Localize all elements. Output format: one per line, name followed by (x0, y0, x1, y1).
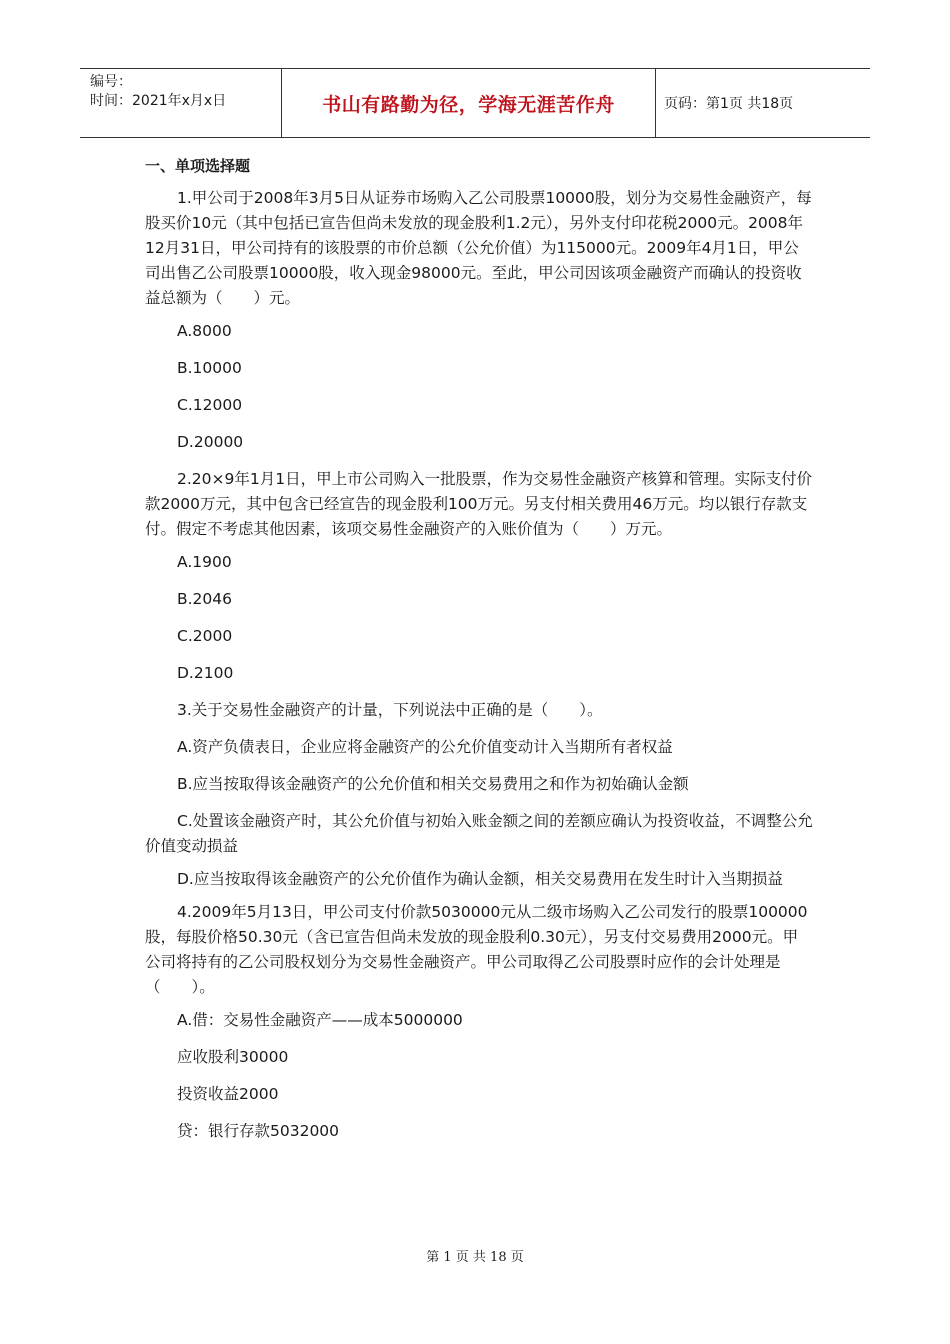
question-stem: 4.2009年5月13日，甲公司支付价款5030000元从二级市场购入乙公司发行的股票100000股，每股价格50.30元（含已宣告但尚未发放的现金股利0.30元），另支付交易费用2000元。甲公司将持有的乙公司股权划分为交易性金融资产。甲公司取得乙公司股票时应作的会计处理是（ ）。 (145, 903, 808, 996)
number-label: 编号： (90, 74, 132, 90)
answer-option: D.应当按取得该金融资产的公允价值作为确认金额，相关交易费用在发生时计入当期损益 (177, 870, 783, 888)
time-label: 时间：2021年x月x日 (90, 93, 227, 109)
journal-line: 投资收益2000 (177, 1085, 279, 1103)
answer-option: D.20000 (177, 433, 244, 451)
answer-option: B.10000 (177, 359, 242, 377)
header-page-cell (656, 69, 870, 137)
answer-option: B.2046 (177, 590, 233, 608)
page-footer: 第 1 页 共 18 页 (426, 1250, 524, 1265)
header-motto-cell (282, 69, 656, 137)
page-info: 页码：第1页 共18页 (664, 96, 794, 112)
answer-option: A.1900 (177, 553, 232, 571)
section-title: 一、单项选择题 (145, 157, 251, 175)
answer-option: C.2000 (177, 627, 233, 645)
answer-option: C.处置该金融资产时，其公允价值与初始入账金额之间的差额应确认为投资收益，不调整公允价值变动损益 (145, 812, 813, 855)
journal-line: 应收股利30000 (177, 1048, 289, 1066)
page-header (80, 68, 870, 138)
answer-option: B.应当按取得该金融资产的公允价值和相关交易费用之和作为初始确认金额 (177, 775, 689, 793)
header-meta (80, 69, 282, 137)
question-stem: 2.20×9年1月1日，甲上市公司购入一批股票，作为交易性金融资产核算和管理。实际支付价款2000万元，其中包含已经宣告的现金股利100万元。另支付相关费用46万元。均以银行存款支付。假定不考虑其他因素，该项交易性金融资产的入账价值为（ ）万元。 (145, 470, 813, 538)
answer-option: A.8000 (177, 322, 232, 340)
answer-option: C.12000 (177, 396, 243, 414)
document-body (145, 154, 813, 1156)
journal-line: 贷：银行存款5032000 (177, 1122, 340, 1140)
motto: 书山有路勤为径，学海无涯苦作舟 (322, 93, 615, 116)
answer-option: D.2100 (177, 664, 234, 682)
question-stem: 1.甲公司于2008年3月5日从证券市场购入乙公司股票10000股，划分为交易性金融资产，每股买价10元（其中包括已宣告但尚未发放的现金股利1.2元），另外支付印花税2000元。2008年12月31日，甲公司持有的该股票的市价总额（公允价值）为115000元。2009年4月1日，甲公司出售乙公司股票10000股，收入现金98000元。至此，甲公司因该项金融资产而确认的投资收益总额为（ ）元。 (145, 189, 812, 307)
answer-option: A.资产负债表日，企业应将金融资产的公允价值变动计入当期所有者权益 (177, 738, 673, 756)
answer-option: A.借：交易性金融资产——成本5000000 (177, 1011, 463, 1029)
question-stem: 3.关于交易性金融资产的计量，下列说法中正确的是（ ）。 (177, 701, 603, 719)
